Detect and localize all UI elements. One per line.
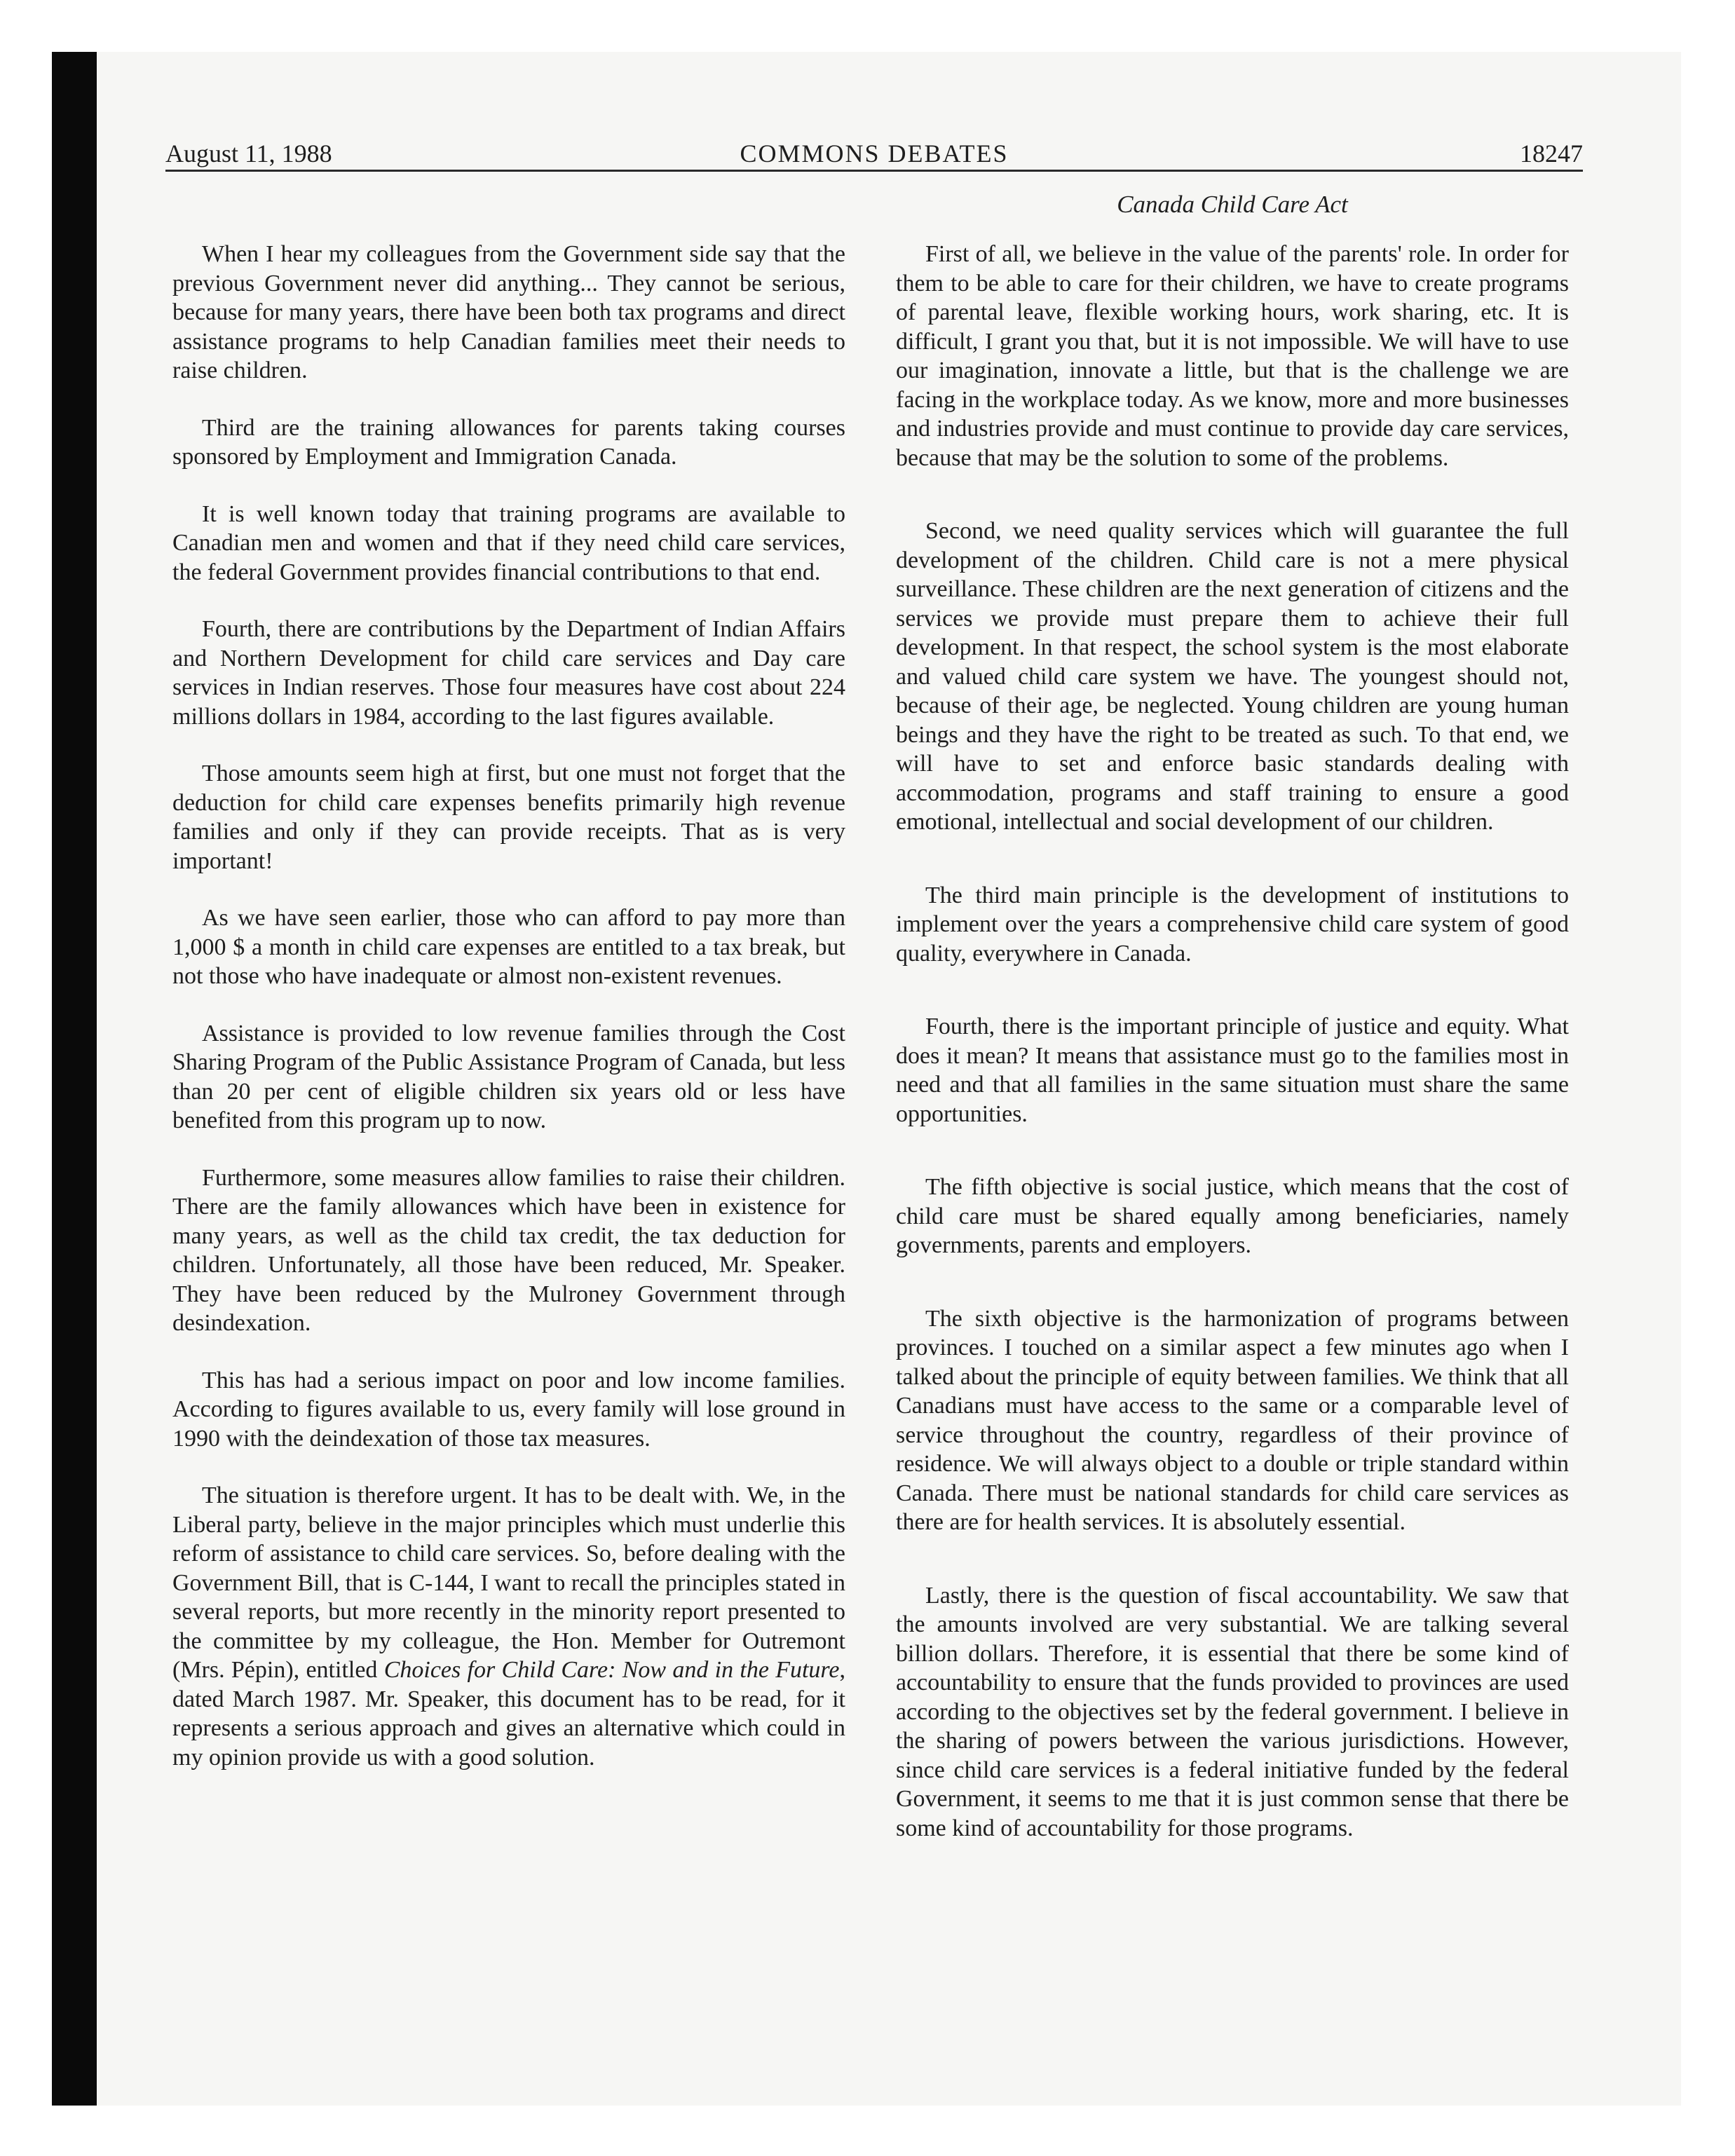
document-page: [97, 52, 1681, 2106]
report-title: Choices for Child Care: Now and in the Future: [383, 1657, 840, 1683]
paragraph: This has had a serious impact on poor and low income families. According to figures available to us, every family will lose ground in 1990 with the deindexation of those tax measures.: [172, 1367, 845, 1452]
paragraph: It is well known today that training programs are available to Canadian men and women and that if they need child care services, the federal Government provides financial contributions to that end.: [172, 500, 845, 585]
paragraph: Those amounts seem high at first, but one must not forget that the deduction for child care expenses benefits primarily high revenue families and only if they can provide receipts. That as is very important!: [172, 760, 845, 874]
paragraph: Assistance is provided to low revenue families through the Cost Sharing Program of the Public Assistance Program of Canada, but less than 20 per cent of eligible children six years old or less have benefited from this program up to now.: [172, 1020, 845, 1133]
paragraph: The sixth objective is the harmonization of programs between provinces. I touched on a similar aspect a few minutes ago when I talked about the principle of equity between families. We think that all Canadians must have access to the same or a comparable level of service throughout the country, regardless of their province of residence. We will always object to a double or triple standard within Canada. There must be national standards for child care services as there are for health services. It is absolutely essential.: [896, 1305, 1569, 1535]
right-column: [896, 240, 1569, 1887]
paragraph: The fifth objective is social justice, which means that the cost of child care must be shared equally among beneficiaries, namely governments, parents and employers.: [896, 1174, 1569, 1258]
left-column: [172, 240, 845, 1800]
paragraph-with-citation: [172, 1481, 845, 1772]
book-spine-shadow: [52, 52, 97, 2106]
paragraph: Third are the training allowances for parents taking courses sponsored by Employment and Immigration Canada.: [172, 414, 845, 470]
paragraph: Furthermore, some measures allow families to raise their children. There are the family allowances which have been in existence for many years, as well as the child tax credit, the tax deduction for children. Unfortunately, all those have been reduced, Mr. Speaker. They have been reduced by the Mulroney Government through desindexation.: [172, 1164, 845, 1336]
paragraph: The third main principle is the development of institutions to implement over the years a comprehensive child care system of good quality, everywhere in Canada.: [896, 882, 1569, 967]
paragraph-text: The situation is therefore urgent. It has to be dealt with. We, in the Liberal party, believe in the major principles which must underlie this reform of assistance to child care services. So, before dealing with the Government Bill, that is C-144, I want to recall the principles stated in several reports, but more recently in the minority report presented to the committee by my colleague, the Hon. Member for Outremont (Mrs. Pépin), entitled: [172, 1482, 845, 1683]
paragraph: Fourth, there are contributions by the Department of Indian Affairs and Northern Development for child care services and Day care services in Indian reserves. Those four measures have cost about 224 millions dollars in 1984, according to the last figures available.: [172, 616, 845, 730]
header-page-number: 18247: [1520, 139, 1583, 168]
paragraph: First of all, we believe in the value of the parents' role. In order for them to be able to care for their children, we have to create programs of parental leave, flexible working hours, work sharing, etc. It is difficult, I grant you that, but it is not impossible. We will have to use our imagination, innovate a little, but that is the challenge we are facing in the workplace today. As we know, more and more businesses and industries provide and must continue to provide day care services, because that may be the solution to some of the problems.: [896, 241, 1569, 471]
header-publication-title: COMMONS DEBATES: [740, 139, 1009, 168]
paragraph: As we have seen earlier, those who can afford to pay more than 1,000 $ a month in child care expenses are entitled to a tax break, but not those who have inadequate or almost non-existent revenues.: [172, 905, 845, 989]
paragraph: When I hear my colleagues from the Government side say that the previous Government never did anything... They cannot be serious, because for many years, there have been both tax programs and direct assistance programs to help Canadian families meet their needs to raise children.: [172, 241, 845, 383]
paragraph: Lastly, there is the question of fiscal accountability. We saw that the amounts involved are very substantial. We are talking several billion dollars. Therefore, it is essential that there be some kind of accountability to ensure that the funds provided to provinces are used according to the objectives set by the federal government. I believe in the sharing of powers between the various jurisdictions. However, since child care services is a federal initiative funded by the federal Government, it seems to me that it is just common sense that there be some kind of accountability for those programs.: [896, 1582, 1569, 1841]
paragraph: Fourth, there is the important principle of justice and equity. What does it mean? It means that assistance must go to the families most in need and that all families in the same situation must share the same opportunities.: [896, 1014, 1569, 1127]
header-date: August 11, 1988: [165, 139, 332, 168]
page-header: [165, 137, 1583, 172]
paragraph-text: , dated March 1987. Mr. Speaker, this document has to be read, for it represents a serious approach and gives an alternative which could in my opinion provide us with a good solution.: [172, 1657, 845, 1770]
running-title: Canada Child Care Act: [1117, 191, 1348, 218]
paragraph: Second, we need quality services which will guarantee the full development of the children. Child care is not a mere physical surveillance. These children are the next generation of citizens and the services we provide must prepare them to achieve their full development. In that respect, the school system is the most elaborate and valued child care system we have. The youngest should not, because of their age, be neglected. Young children are young human beings and they have the right to be treated as such. To that end, we will have to set and enforce basic standards dealing with accommodation, programs and staff training to ensure a good emotional, intellectual and social development of our children.: [896, 518, 1569, 835]
scan-margin: [0, 0, 52, 2156]
